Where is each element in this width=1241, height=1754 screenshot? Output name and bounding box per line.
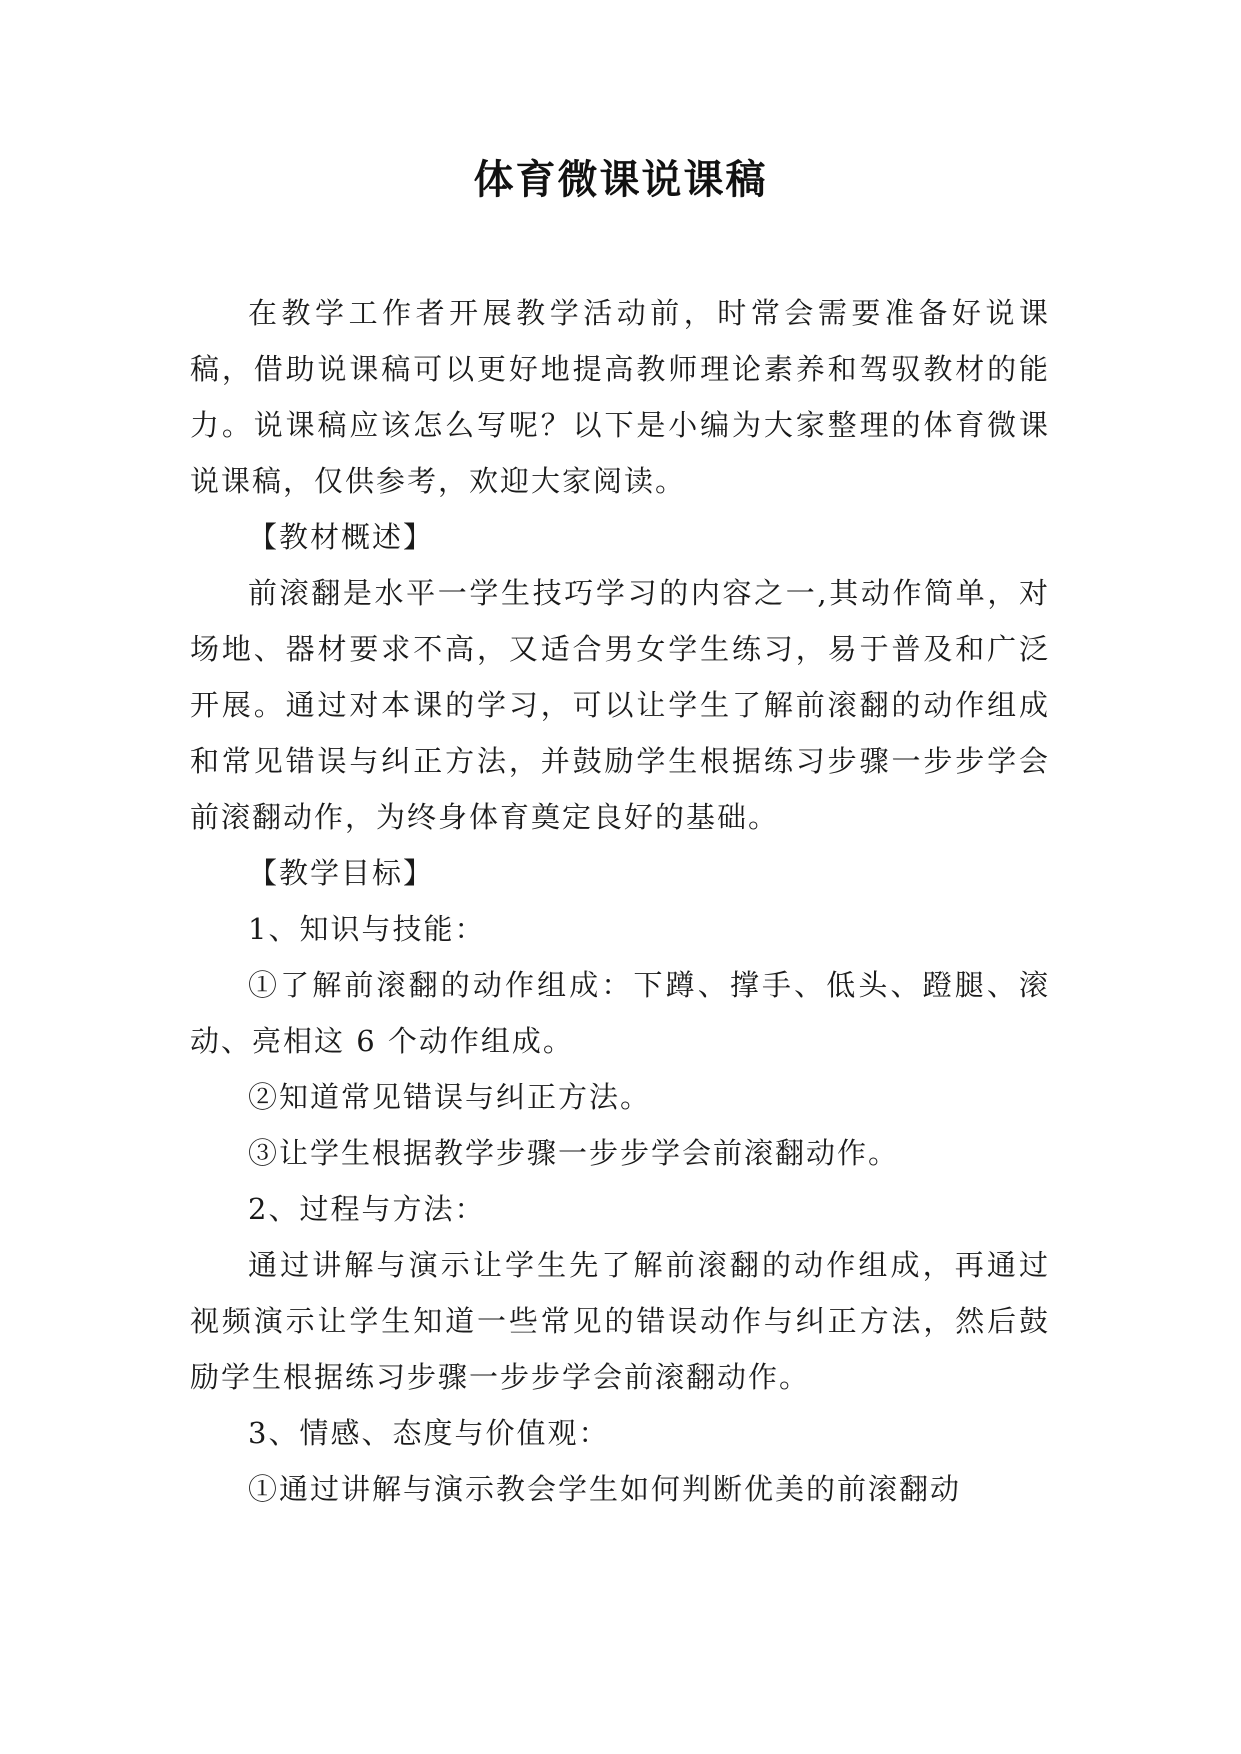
goal-process-method-heading: 2、过程与方法： — [248, 1192, 486, 1226]
goal-item-1: ①了解前滚翻的动作组成：下蹲、撑手、低头、蹬腿、滚动、亮相这 6 个动作组成。 — [190, 968, 1050, 1058]
goal-knowledge-skills-heading: 1、知识与技能： — [248, 912, 486, 946]
document-title: 体育微课说课稿 — [473, 157, 768, 203]
section-heading-material-overview: 【教材概述】 — [248, 520, 435, 554]
section-heading-teaching-goals: 【教学目标】 — [248, 856, 435, 890]
process-method-paragraph: 通过讲解与演示让学生先了解前滚翻的动作组成，再通过视频演示让学生知道一些常见的错误动作与纠正方法，然后鼓励学生根据练习步骤一步步学会前滚翻动作。 — [190, 1248, 1050, 1394]
goal-item-3: ③让学生根据教学步骤一步步学会前滚翻动作。 — [248, 1136, 900, 1170]
document-body — [190, 285, 1050, 1517]
intro-paragraph: 在教学工作者开展教学活动前，时常会需要准备好说课稿，借助说课稿可以更好地提高教师理论素养和驾驭教材的能力。说课稿应该怎么写呢？以下是小编为大家整理的体育微课说课稿，仅供参考，欢迎大家阅读。 — [190, 296, 1050, 498]
goal-item-2: ②知道常见错误与纠正方法。 — [248, 1080, 652, 1114]
material-overview-paragraph: 前滚翻是水平一学生技巧学习的内容之一,其动作简单，对场地、器材要求不高，又适合男女学生练习，易于普及和广泛开展。通过对本课的学习，可以让学生了解前滚翻的动作组成和常见错误与纠正方法，并鼓励学生根据练习步骤一步步学会前滚翻动作，为终身体育奠定良好的基础。 — [190, 576, 1050, 834]
emotion-item-1: ①通过讲解与演示教会学生如何判断优美的前滚翻动 — [248, 1472, 962, 1506]
goal-emotion-attitude-heading: 3、情感、态度与价值观： — [248, 1416, 610, 1450]
